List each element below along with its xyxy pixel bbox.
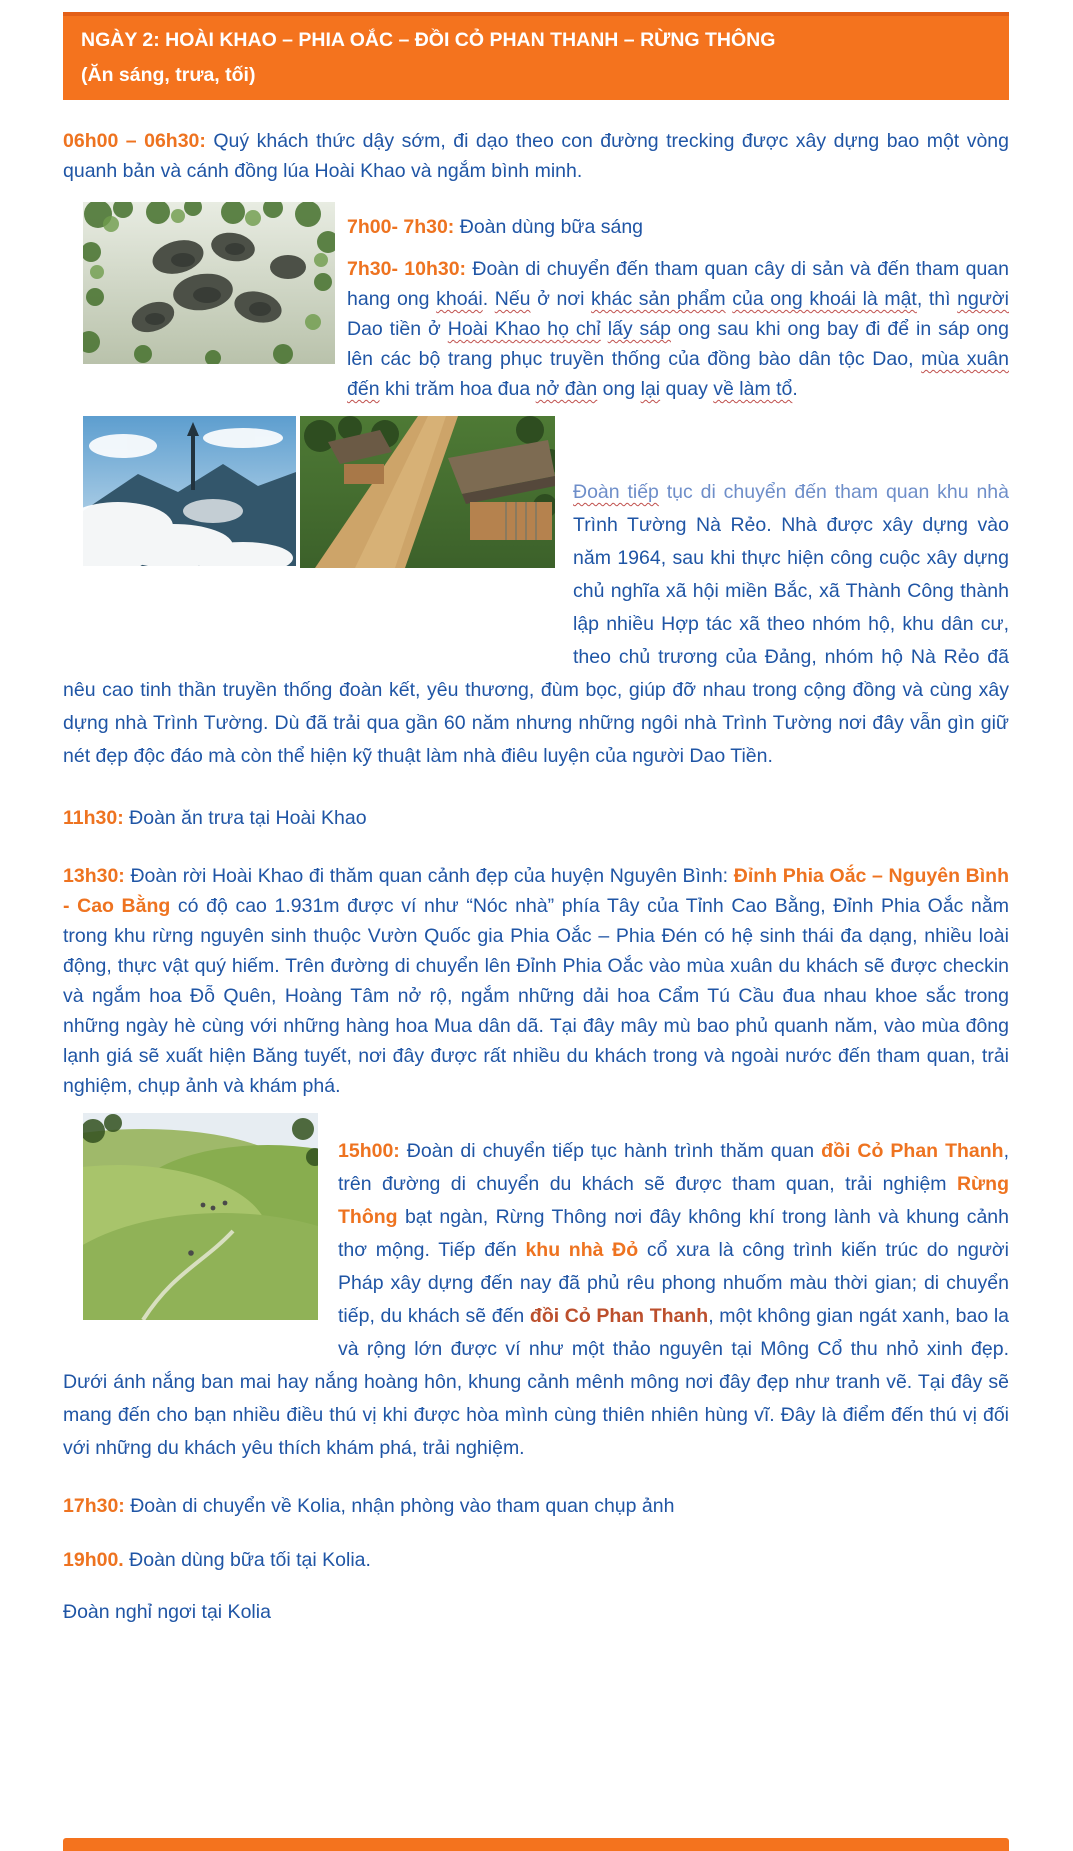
paragraph-rest bbox=[63, 1597, 1009, 1627]
text-segment: khác sản phẩm bbox=[591, 288, 726, 310]
text-segment: Đỉnh Phia Oắc – Nguyên Bình - Cao Bằng bbox=[63, 865, 1009, 917]
text-segment: khi trăm hoa đua bbox=[379, 378, 536, 400]
text-segment: mùa xuân đến bbox=[347, 348, 1009, 400]
text-segment: Hoài Khao họ chỉ bbox=[447, 318, 601, 340]
banner-title: NGÀY 2: HOÀI KHAO – PHIA OẮC – ĐỒI CỎ PHAN THANH – RỪNG THÔNG bbox=[81, 29, 776, 51]
grass-hill-photo bbox=[83, 1113, 318, 1320]
paragraph-1730 bbox=[63, 1491, 1009, 1521]
text-segment: ong sau khi ong bay đi để in sáp ong lên các bộ trang phục truyền thống của đồng bào dân tộc Dao, bbox=[347, 318, 1009, 370]
text-segment: về làm tổ bbox=[713, 378, 793, 400]
text-segment: 15h00: bbox=[338, 1140, 400, 1162]
text-segment: Dao tiền ở bbox=[347, 318, 448, 340]
text-segment: Quý khách thức dậy sớm, đi dạo theo con đường trecking được xây dựng bao một vòng quanh bản và cánh đồng lúa Hoài Khao và ngắm bình minh. bbox=[63, 130, 1009, 182]
text-segment: Đoàn rời Hoài Khao đi thăm quan cảnh đẹp của huyện Nguyên Bình: bbox=[124, 865, 734, 887]
paragraph-1900 bbox=[63, 1545, 1009, 1575]
text-segment: Đoàn di chuyển tiếp tục hành trình thăm quan bbox=[399, 1140, 822, 1162]
text-segment: , một không gian ngát xanh, bao la và rộng lớn được ví như một thảo nguyên tại Mông Cổ thu nhỏ xinh đẹp. Dưới ánh nắng ban mai hay nắng hoàng hôn, khung cảnh mênh mông nơi đây đẹp như tranh vẽ. Tại đây sẽ mang đến cho bạn nhiều điều thú vị khi được hòa mình cùng thiên nhiên hùng vĩ. Đây là điểm đến thú vị đối với những du khách yêu thích khám phá, trải nghiệm. bbox=[63, 1305, 1009, 1459]
text-segment: Đoàn di chuyển đến tham quan cây di sản và đến tham quan hang ong bbox=[347, 258, 1009, 310]
text-segment: ở nơi bbox=[530, 288, 592, 310]
bee-cave-section bbox=[63, 202, 1009, 404]
text-segment: 19h00. bbox=[63, 1549, 124, 1571]
text-segment: 17h30: bbox=[63, 1495, 125, 1517]
text-segment: Đoàn dùng bữa tối tại Kolia. bbox=[123, 1549, 371, 1571]
mountain-clouds-photo bbox=[83, 416, 296, 566]
text-segment: Đoàn tiếp bbox=[573, 481, 659, 503]
text-segment: tục di chuyển đến tham quan khu nhà bbox=[658, 481, 1009, 503]
phan-thanh-section bbox=[63, 1113, 1009, 1465]
text-segment bbox=[601, 318, 608, 340]
text-segment: Đoàn ăn trưa tại Hoài Khao bbox=[123, 807, 367, 829]
text-segment: cổ xưa là công trình kiến trúc do người Pháp xây dựng đến nay đã phủ rêu phong nhuốm màu thời gian; di chuyển tiếp, du khách sẽ đến bbox=[338, 1239, 1010, 1327]
paragraph-1330 bbox=[63, 861, 1009, 1101]
text-segment: 13h30: bbox=[63, 865, 125, 887]
day-2-header-banner bbox=[63, 12, 1009, 100]
paragraph-0600-0630 bbox=[63, 126, 1009, 186]
bee-hives-photo bbox=[83, 202, 335, 364]
text-segment: . bbox=[792, 378, 798, 400]
text-segment: khoái bbox=[436, 288, 483, 310]
text-segment: Đoàn dùng bữa sáng bbox=[454, 216, 644, 238]
text-segment: lại bbox=[640, 378, 661, 400]
text-segment: 7h00- 7h30: bbox=[347, 216, 455, 238]
text-segment: Đoàn nghỉ ngơi tại Kolia bbox=[63, 1601, 271, 1623]
text-segment: khu nhà Đỏ bbox=[525, 1239, 639, 1261]
text-segment: đồi Cỏ Phan Thanh bbox=[821, 1140, 1004, 1162]
text-segment: 7h30- 10h30: bbox=[347, 258, 467, 280]
text-segment: ong bbox=[597, 378, 641, 400]
text-segment: đồi Cỏ Phan Thanh bbox=[529, 1305, 709, 1327]
text-segment: nở đàn bbox=[535, 378, 598, 400]
text-segment: Nhà được xây dựng vào năm 1964, sau khi thực hiện công cuộc xây dựng chủ nghĩa xã hội miền Bắc, xã Thành Công thành lập nhiều Hợp tác xã theo nhóm hộ, khu dân cư, theo chủ trương của Đảng, nhóm hộ Nà Rẻo đã nêu cao tinh thần truyền thống đoàn kết, yêu thương, đùm bọc, giúp đỡ nhau trong cộng đồng và cùng xây dựng nhà Trình Tường. Dù đã trải qua gần 60 năm nhưng những ngôi nhà Trình Tường nơi đây vẫn gìn giữ nét đẹp độc đáo mà còn thể hiện kỹ thuật làm nhà điêu luyện của người Dao Tiền. bbox=[63, 514, 1009, 767]
text-segment: của ong khoái là mật bbox=[732, 288, 917, 310]
text-segment: Nếu bbox=[494, 288, 531, 310]
paragraph-1130 bbox=[63, 803, 1009, 833]
trinh-tuong-section bbox=[63, 416, 1009, 773]
trinh-tuong-village-photo bbox=[300, 416, 555, 568]
text-segment: , thì bbox=[916, 288, 958, 310]
text-segment: bạt ngàn, Rừng Thông nơi đây không khí trong lành và khung cảnh thơ mộng. Tiếp đến bbox=[338, 1206, 1009, 1261]
text-segment: Rừng Thông bbox=[338, 1173, 1009, 1228]
text-segment: lấy sáp bbox=[607, 318, 671, 340]
banner-meals: (Ăn sáng, trưa, tối) bbox=[81, 64, 256, 86]
text-segment: có độ cao 1.931m được ví như “Nóc nhà” phía Tây của Tỉnh Cao Bằng, Đỉnh Phia Oắc nằm trong khu rừng nguyên sinh thuộc Vườn Quốc gia Phia Oắc – Phia Đén có hệ sinh thái đa dạng, nhiều loài động, thực vật quý hiếm. Trên đường di chuyển lên Đỉnh Phia Oắc vào mùa xuân du khách sẽ được checkin và ngắm hoa Đỗ Quên, Hoàng Tâm nở rộ, ngắm những dải hoa Cẩm Tú Cầu đua nhau khoe sắc trong những ngày hè cùng với những hàng hoa Mua dân dã. Tại đây mây mù bao phủ quanh năm, vào mùa đông lạnh giá sẽ xuất hiện Băng tuyết, nơi đây được rất nhiều du khách trong và ngoài nước đến tham quan, trải nghiệm, chụp ảnh và khám phá. bbox=[63, 895, 1009, 1097]
text-segment: 11h30: bbox=[63, 807, 124, 829]
text-segment: 06h00 – 06h30: bbox=[63, 130, 214, 152]
text-segment: . bbox=[482, 288, 495, 310]
text-segment: Đoàn di chuyển về Kolia, nhận phòng vào tham quan chụp ảnh bbox=[124, 1495, 675, 1517]
text-segment: người bbox=[957, 288, 1009, 310]
text-segment: quay bbox=[660, 378, 714, 400]
next-day-banner-edge bbox=[63, 1838, 1009, 1851]
text-segment: , trên đường di chuyển du khách sẽ được tham quan, trải nghiệm bbox=[338, 1140, 1010, 1195]
text-segment: Trình Tường Nà Rẻo. bbox=[573, 514, 782, 536]
